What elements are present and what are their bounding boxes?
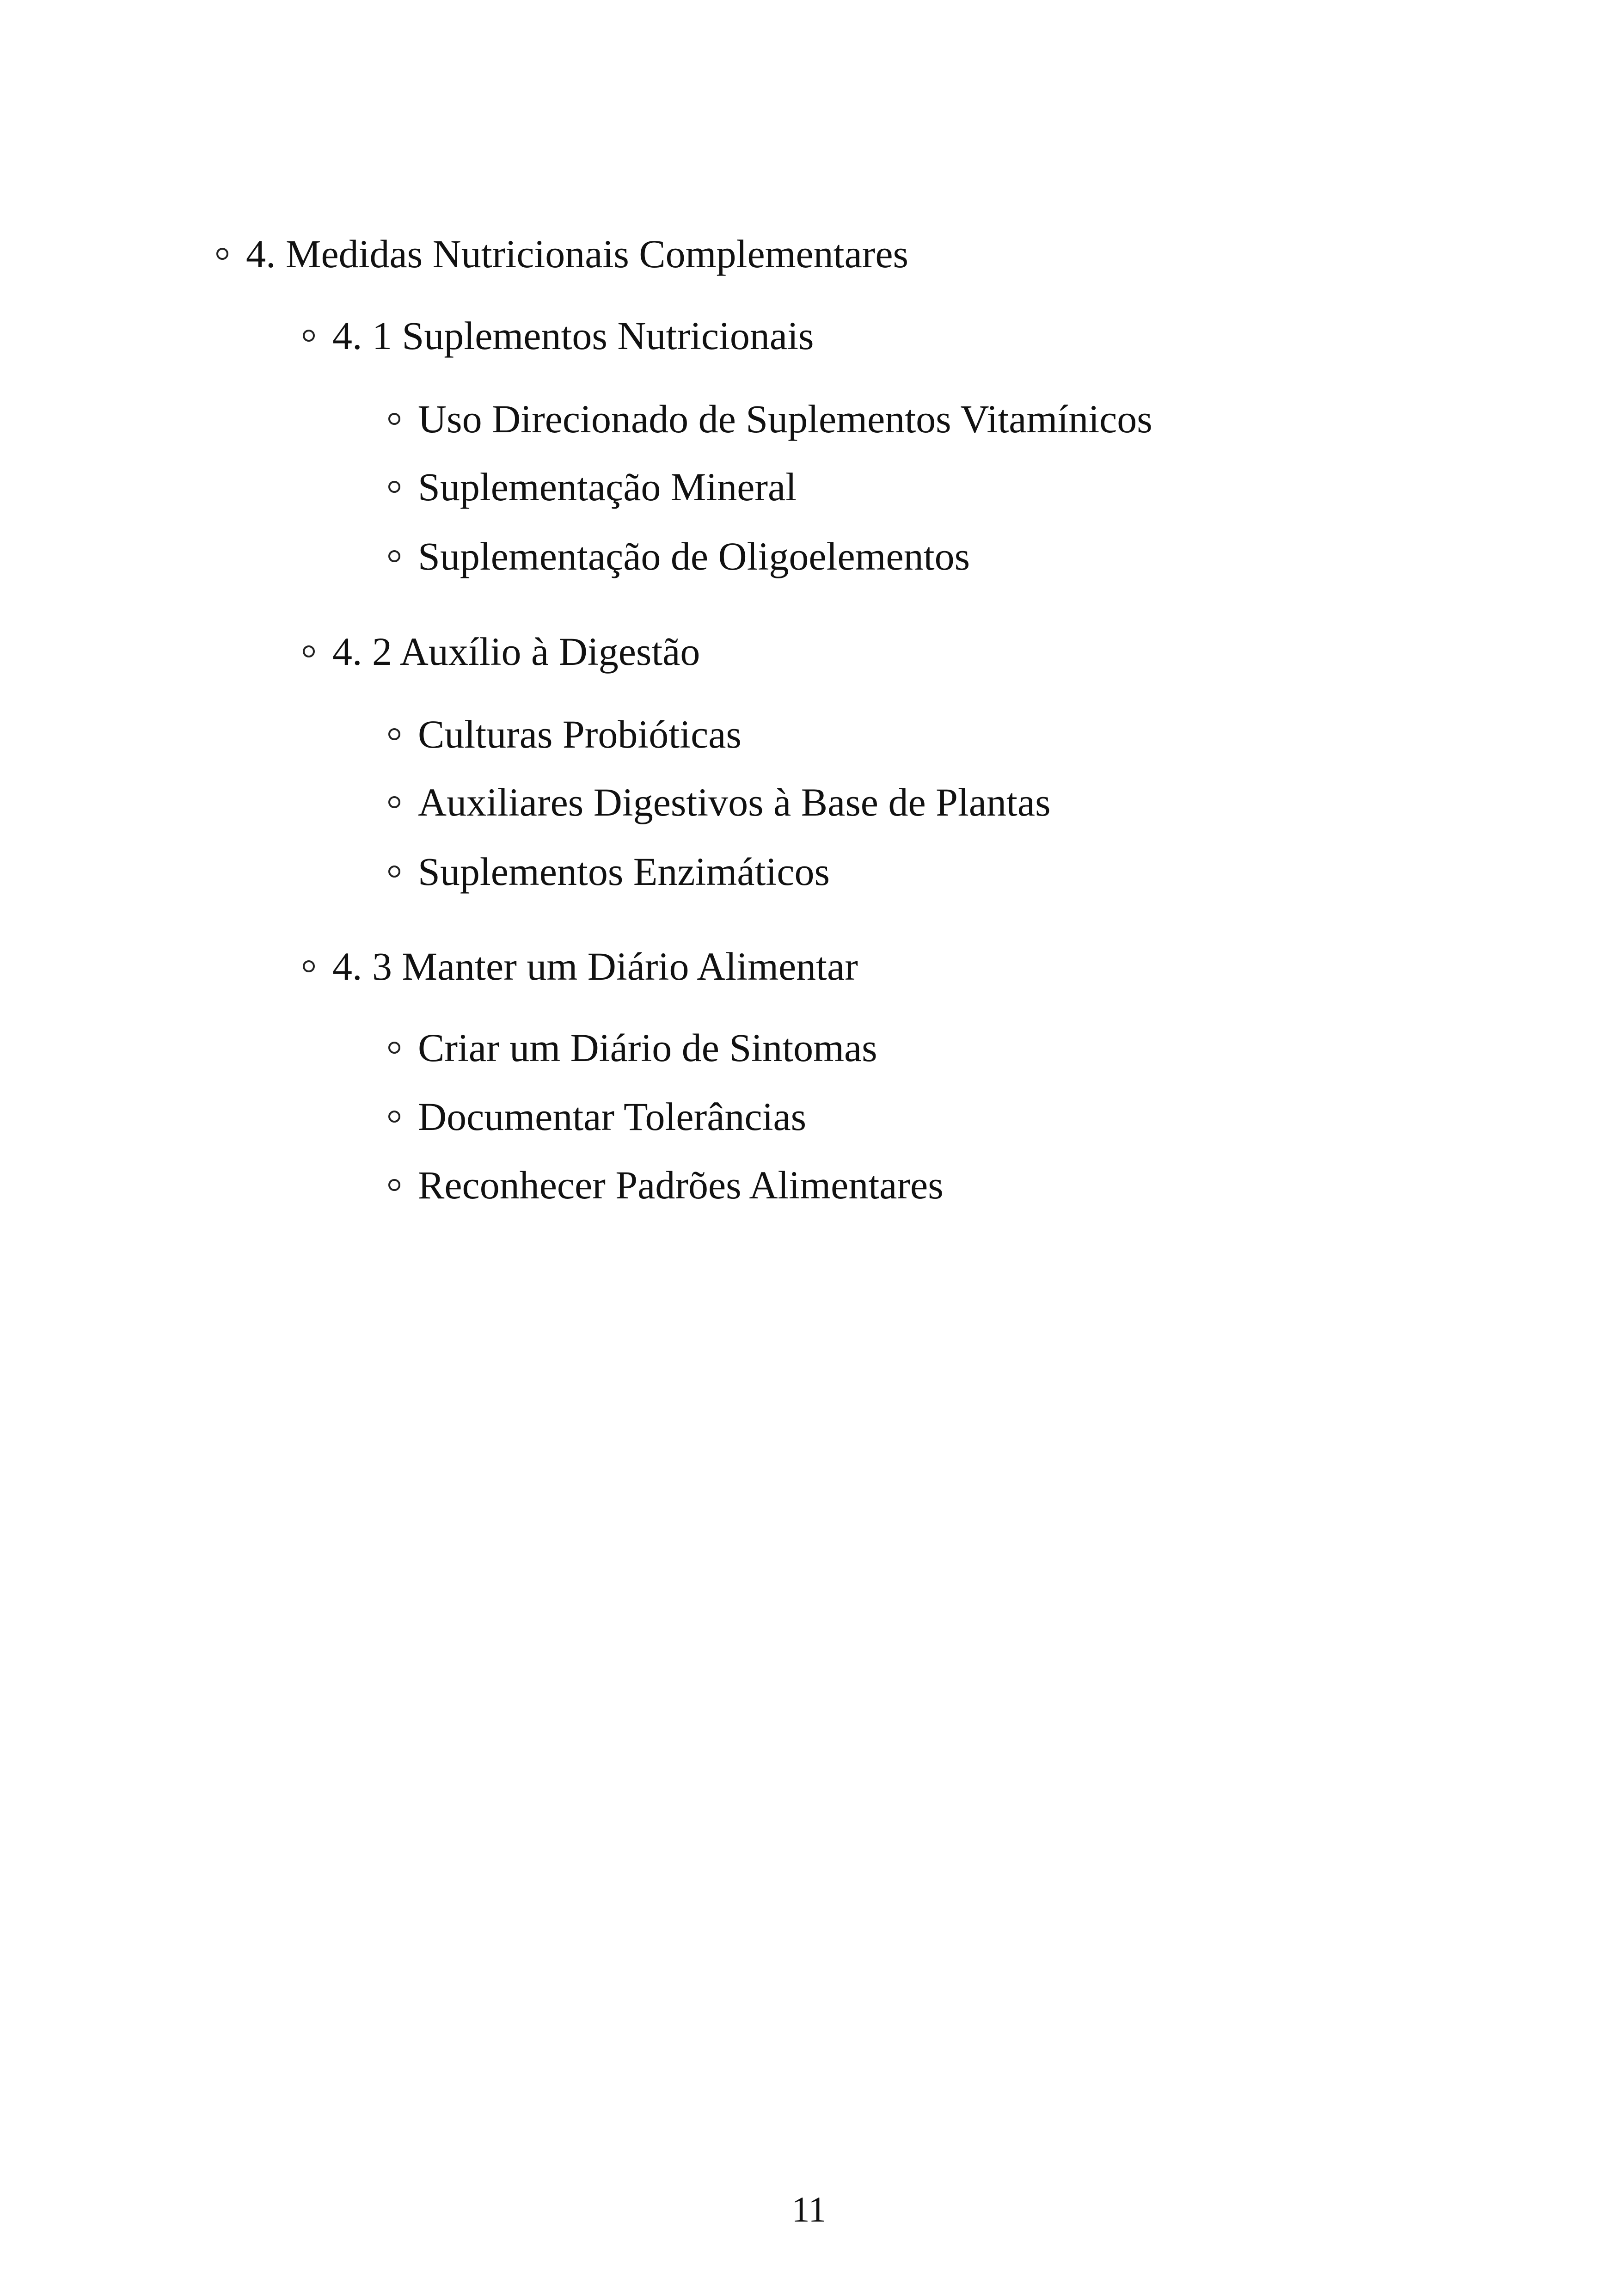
toc-subsection-4-2 [303, 629, 700, 674]
toc-section-title: 4. Medidas Nutricionais Complementares [246, 232, 909, 276]
toc-item [388, 1094, 807, 1139]
toc-item [388, 714, 742, 754]
toc-item-label: Suplementação Mineral [418, 465, 797, 509]
circle-bullet-icon [388, 1179, 400, 1191]
circle-bullet-icon [388, 866, 400, 878]
toc-item-label: Culturas Probióticas [418, 712, 742, 756]
toc-item-label: Documentar Tolerâncias [418, 1094, 807, 1139]
toc-item [388, 536, 970, 576]
toc-subsection-4-1 [303, 313, 814, 358]
toc-item [388, 467, 797, 507]
circle-bullet-icon [216, 248, 228, 260]
circle-bullet-icon [388, 1042, 400, 1054]
toc-subsection-title: 4. 3 Manter um Diário Alimentar [332, 944, 858, 988]
toc-item-label: Suplementos Enzimáticos [418, 849, 830, 894]
toc-item [388, 782, 1051, 822]
toc-section-4 [216, 234, 908, 274]
toc-item [388, 849, 830, 894]
circle-bullet-icon [303, 960, 315, 972]
circle-bullet-icon [388, 1111, 400, 1123]
toc-item-label: Suplementação de Oligoelementos [418, 534, 970, 578]
toc-item [388, 1165, 944, 1205]
circle-bullet-icon [388, 728, 400, 740]
circle-bullet-icon [388, 550, 400, 562]
page-number: 11 [791, 2189, 827, 2229]
toc-subsection-title: 4. 1 Suplementos Nutricionais [332, 313, 814, 358]
circle-bullet-icon [388, 413, 400, 425]
toc-subsection-title: 4. 2 Auxílio à Digestão [332, 629, 700, 674]
toc-item-label: Uso Direcionado de Suplementos Vitamínicos [418, 397, 1152, 441]
circle-bullet-icon [388, 481, 400, 493]
toc-item [388, 399, 1152, 439]
toc-item-label: Criar um Diário de Sintomas [418, 1025, 877, 1070]
toc-subsection-4-3 [303, 946, 858, 986]
toc-item-label: Reconhecer Padrões Alimentares [418, 1163, 944, 1207]
circle-bullet-icon [303, 645, 315, 657]
toc-item-label: Auxiliares Digestivos à Base de Plantas [418, 780, 1051, 824]
circle-bullet-icon [388, 796, 400, 808]
circle-bullet-icon [303, 330, 315, 342]
toc-item [388, 1025, 877, 1070]
